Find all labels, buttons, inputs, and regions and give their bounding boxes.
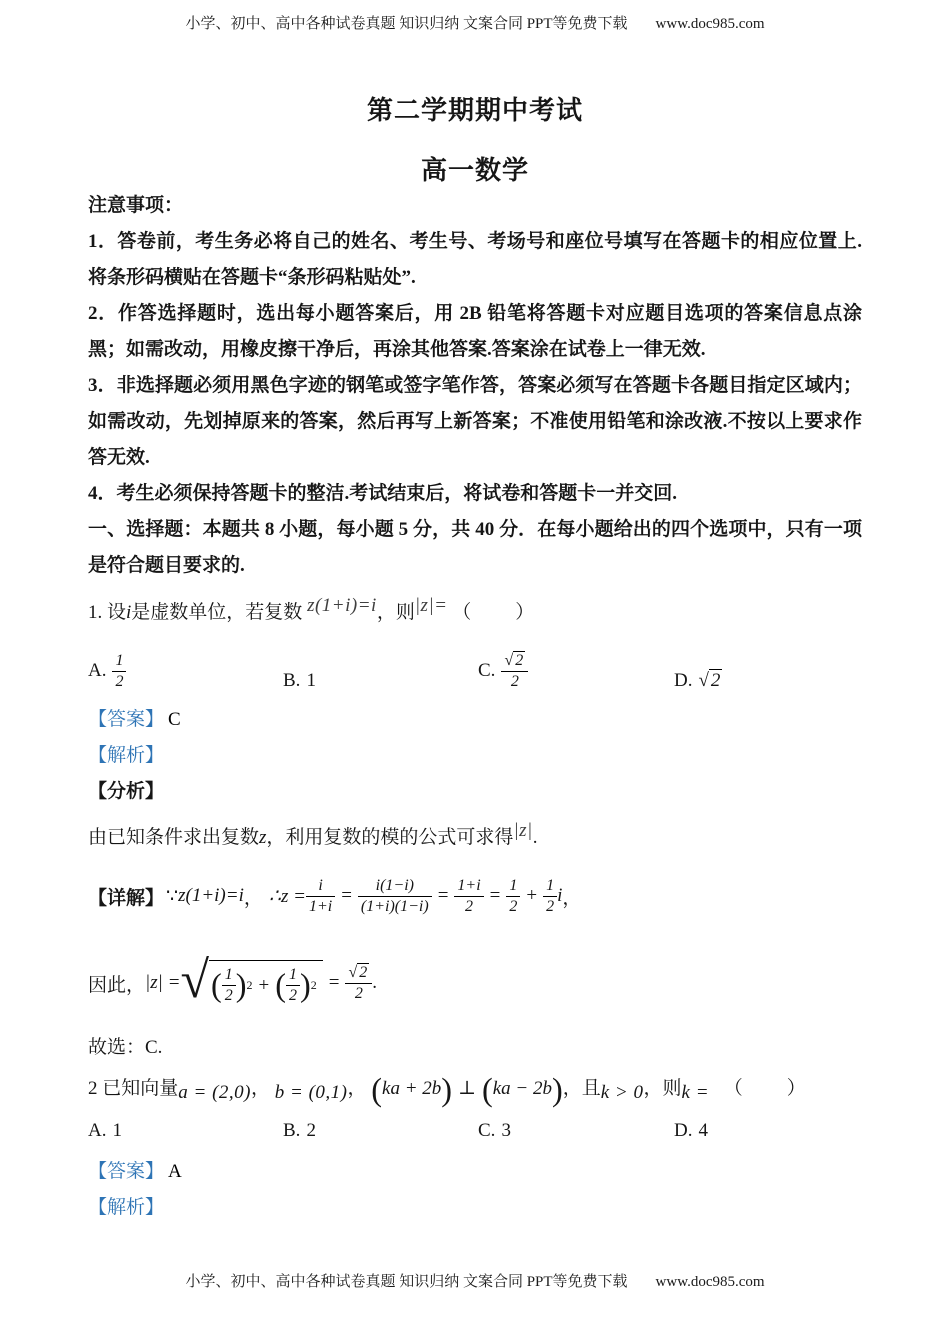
detail-fraction-3 (454, 876, 483, 917)
fr1-den: 1+i (308, 897, 333, 915)
footer-text: 小学、初中、高中各种试卷真题 知识归纳 文案合同 PPT等免费下载 (185, 1274, 628, 1290)
q1-text-1: 设 (107, 602, 127, 623)
fr4-num: 1 (506, 876, 520, 897)
sqfr2-num: 1 (286, 965, 300, 986)
q2-option-d-value: 4 (698, 1120, 708, 1141)
notice-item-2: 2．作答选择题时，选出每小题答案后，用 2B 铅笔将答题卡对应题目选项的答案信息点涂黑；如需改动，用橡皮擦干净后，再涂其他答案.答案涂在试卷上一律无效. (88, 303, 862, 360)
result-fraction (345, 963, 372, 1004)
q1-text-2: 是虚数单位，若复数 (131, 602, 303, 623)
q1-formula-z: z(1+i)=i (307, 595, 377, 616)
q2-option-b (283, 1118, 478, 1144)
exam-subtitle: 高一数学 (420, 156, 529, 185)
question-1-options (88, 634, 862, 692)
left-paren: ( (210, 967, 222, 1004)
analysis-marker: 【解析】 (88, 745, 165, 766)
radical-sign: √ (504, 652, 514, 669)
radical-sign: √ (348, 963, 358, 981)
therefore-z-equals: ∴z = (268, 885, 306, 907)
fenxi-label: 【分析】 (88, 781, 165, 802)
q1-answer-value: C (168, 709, 181, 730)
sqfr1-num: 1 (222, 965, 236, 986)
sqfr2-den: 2 (289, 987, 297, 1004)
left-paren: ( (481, 1071, 493, 1108)
notice-item-4: 4．考生必须保持答题卡的整洁.考试结束后，将试卷和答题卡一并交回. (88, 483, 678, 504)
q2-option-a (88, 1118, 283, 1144)
big-square-root (180, 952, 322, 1009)
fenxi-text-2: ，利用复数的模的公式可求得 (266, 827, 514, 848)
sqfr1-den: 2 (224, 987, 233, 1004)
right-paren: ) (551, 1071, 563, 1108)
radical-sign: √ (698, 670, 709, 691)
exam-title: 第二学期期中考试 (366, 96, 583, 125)
right-paren: ) (300, 967, 311, 1004)
q1-option-d (674, 670, 862, 692)
q1-answer-blank: （ ） (452, 602, 537, 623)
q1-option-c (478, 651, 674, 692)
section-choice-header: 一、选择题：本题共 8 小题，每小题 5 分，共 40 分．在每小题给出的四个选项中，只有一项是符合题目要求的. (88, 519, 862, 576)
q2-option-a-value: 1 (112, 1120, 122, 1141)
q2-expr-ka-plus-2b: ka + 2b (382, 1078, 442, 1099)
q1-var-i: i (126, 602, 132, 623)
q1-option-b-label: B. (283, 670, 301, 691)
q1-formula-modz: |z|= (414, 595, 448, 616)
equals-sign: = (341, 885, 352, 906)
q1-c-denominator: 2 (510, 673, 519, 690)
detail-comma: ， (243, 887, 263, 909)
q2-option-d (674, 1118, 862, 1144)
left-paren: ( (371, 1071, 383, 1108)
plus-sign: + (526, 885, 538, 906)
fr4-den: 2 (509, 897, 518, 915)
period: . (372, 972, 378, 993)
q1-fenxi-text (88, 816, 862, 846)
header-text: 小学、初中、高中各种试卷真题 知识归纳 文案合同 PPT等免费下载 (185, 16, 628, 32)
perpendicular-symbol: ⊥ (458, 1078, 476, 1099)
answer-marker: 【答案】 (88, 709, 165, 730)
modz-equals: |z| = (145, 972, 181, 993)
analysis-marker: 【解析】 (88, 1197, 165, 1218)
sq-fraction-2 (286, 965, 300, 1006)
left-paren: ( (275, 967, 286, 1004)
fenxi-var-z: z (259, 827, 267, 848)
q1-option-a-fraction (112, 651, 126, 692)
answer-marker: 【答案】 (88, 1161, 165, 1182)
q1-a-denominator: 2 (115, 673, 124, 690)
header-site-url: www.doc985.com (655, 16, 765, 32)
detail-fraction-1 (306, 876, 335, 917)
q1-conclusion-line (88, 942, 862, 1024)
fr3-num: 1+i (454, 876, 483, 897)
page-header (0, 12, 950, 33)
q1-option-a (88, 651, 283, 692)
imaginary-i: i (557, 885, 563, 906)
question-2-stem (88, 1068, 862, 1110)
notice-heading: 注意事项： (88, 195, 184, 216)
result-radicand: 2 (359, 963, 368, 981)
q1-a-numerator: 1 (112, 651, 126, 672)
q1-option-b-value: 1 (306, 670, 316, 691)
q2-expr-ka-minus-2b: ka − 2b (492, 1078, 552, 1099)
detail-eq: z(1+i)=i (178, 885, 244, 906)
q2-k-positive: k > 0 (600, 1082, 644, 1103)
q2-analysis-marker-line (88, 1196, 862, 1220)
result-numerator (345, 963, 372, 984)
equals-sign: = (328, 972, 340, 993)
detail-fraction-4 (506, 876, 520, 917)
because-symbol: ∵ (166, 885, 179, 907)
q1-option-c-label: C. (478, 659, 496, 681)
conclusion-text: 因此， (88, 974, 146, 996)
fr2-num: i(1−i) (358, 876, 432, 897)
q1-option-a-label: A. (88, 659, 107, 681)
q1-c-radicand: 2 (515, 652, 524, 669)
q2-vector-a: a = (2,0) (178, 1082, 251, 1103)
q1-d-radicand: 2 (710, 670, 721, 691)
q2-then-text: ，则 (643, 1078, 682, 1099)
fr5-den: 2 (546, 897, 555, 915)
right-paren: ) (235, 967, 247, 1004)
q2-option-c (478, 1118, 674, 1144)
detail-fraction-5 (543, 876, 557, 917)
q1-option-d-sqrt (698, 670, 722, 692)
equals-sign: = (489, 885, 501, 906)
notice-item-1: 1．答卷前，考生务必将自己的姓名、考生号、考场号和座位号填写在答题卡的相应位置上.将条形码横贴在答题卡“条形码粘贴处”. (88, 231, 862, 288)
q2-option-b-label: B. (283, 1120, 301, 1141)
q2-option-c-label: C. (478, 1120, 496, 1141)
q1-option-d-label: D. (674, 670, 693, 691)
fr1-num: i (306, 876, 335, 897)
q2-answer-blank: （ ） (723, 1078, 808, 1099)
q1-fenxi-label-line (88, 780, 862, 804)
fenxi-modz: |z| (513, 820, 533, 841)
fr5-num: 1 (543, 876, 557, 897)
sq-fraction-1 (222, 965, 236, 1006)
notice-item-3: 3．非选择题必须用黑色字迹的钢笔或签字笔作答，答案必须写在答题卡各题目指定区域内；如需改动，先划掉原来的答案，然后再写上新答案；不准使用铅笔和涂改液.不按以上要求作答无效. (88, 375, 862, 468)
fr2-den: (1+i)(1−i) (360, 897, 429, 915)
q1-choose-answer-line: 故选：C. (88, 1037, 163, 1058)
detail-comma-2: ， (562, 887, 582, 909)
fr3-den: 2 (465, 897, 474, 915)
q2-answer-line (88, 1160, 862, 1184)
detail-fraction-2 (358, 876, 432, 917)
radical-sign: √ (180, 952, 209, 1009)
question-2-options (88, 1118, 862, 1144)
right-paren: ) (441, 1071, 453, 1108)
q2-number: 2 (88, 1078, 98, 1099)
plus-sign: + (258, 974, 270, 996)
fenxi-text-1: 由已知条件求出复数 (88, 827, 260, 848)
equals-sign: = (437, 885, 449, 906)
q2-comma-2: ， (347, 1078, 367, 1099)
q1-option-c-fraction (501, 651, 528, 692)
q2-option-c-value: 3 (501, 1120, 511, 1141)
question-1-stem (88, 586, 862, 626)
q2-text-1: 已知向量 (102, 1078, 179, 1099)
q2-and-text: ，且 (562, 1078, 601, 1099)
q2-k-equals: k = (681, 1082, 710, 1103)
q1-number: 1. (88, 602, 103, 623)
q1-analysis-marker-line (88, 744, 862, 768)
q2-option-a-label: A. (88, 1120, 107, 1141)
radicand-expression (209, 960, 323, 1006)
q1-text-3: ，则 (376, 602, 415, 623)
q2-answer-value: A (168, 1161, 182, 1182)
q1-option-b (283, 670, 478, 692)
footer-site-url: www.doc985.com (655, 1274, 765, 1290)
q2-comma-1: ， (251, 1078, 271, 1099)
q1-answer-line (88, 708, 862, 732)
q2-vector-b: b = (0,1) (274, 1082, 348, 1103)
q1-c-numerator (501, 651, 528, 672)
q1-detailed-solution (88, 860, 862, 932)
exponent-2: 2 (310, 978, 317, 992)
q2-option-d-label: D. (674, 1120, 693, 1141)
fenxi-text-3: . (532, 827, 538, 848)
result-denominator: 2 (354, 984, 363, 1002)
page-footer (0, 1270, 950, 1291)
detail-label: 【详解】 (88, 887, 165, 909)
exponent-2: 2 (246, 978, 253, 992)
q2-option-b-value: 2 (306, 1120, 316, 1141)
